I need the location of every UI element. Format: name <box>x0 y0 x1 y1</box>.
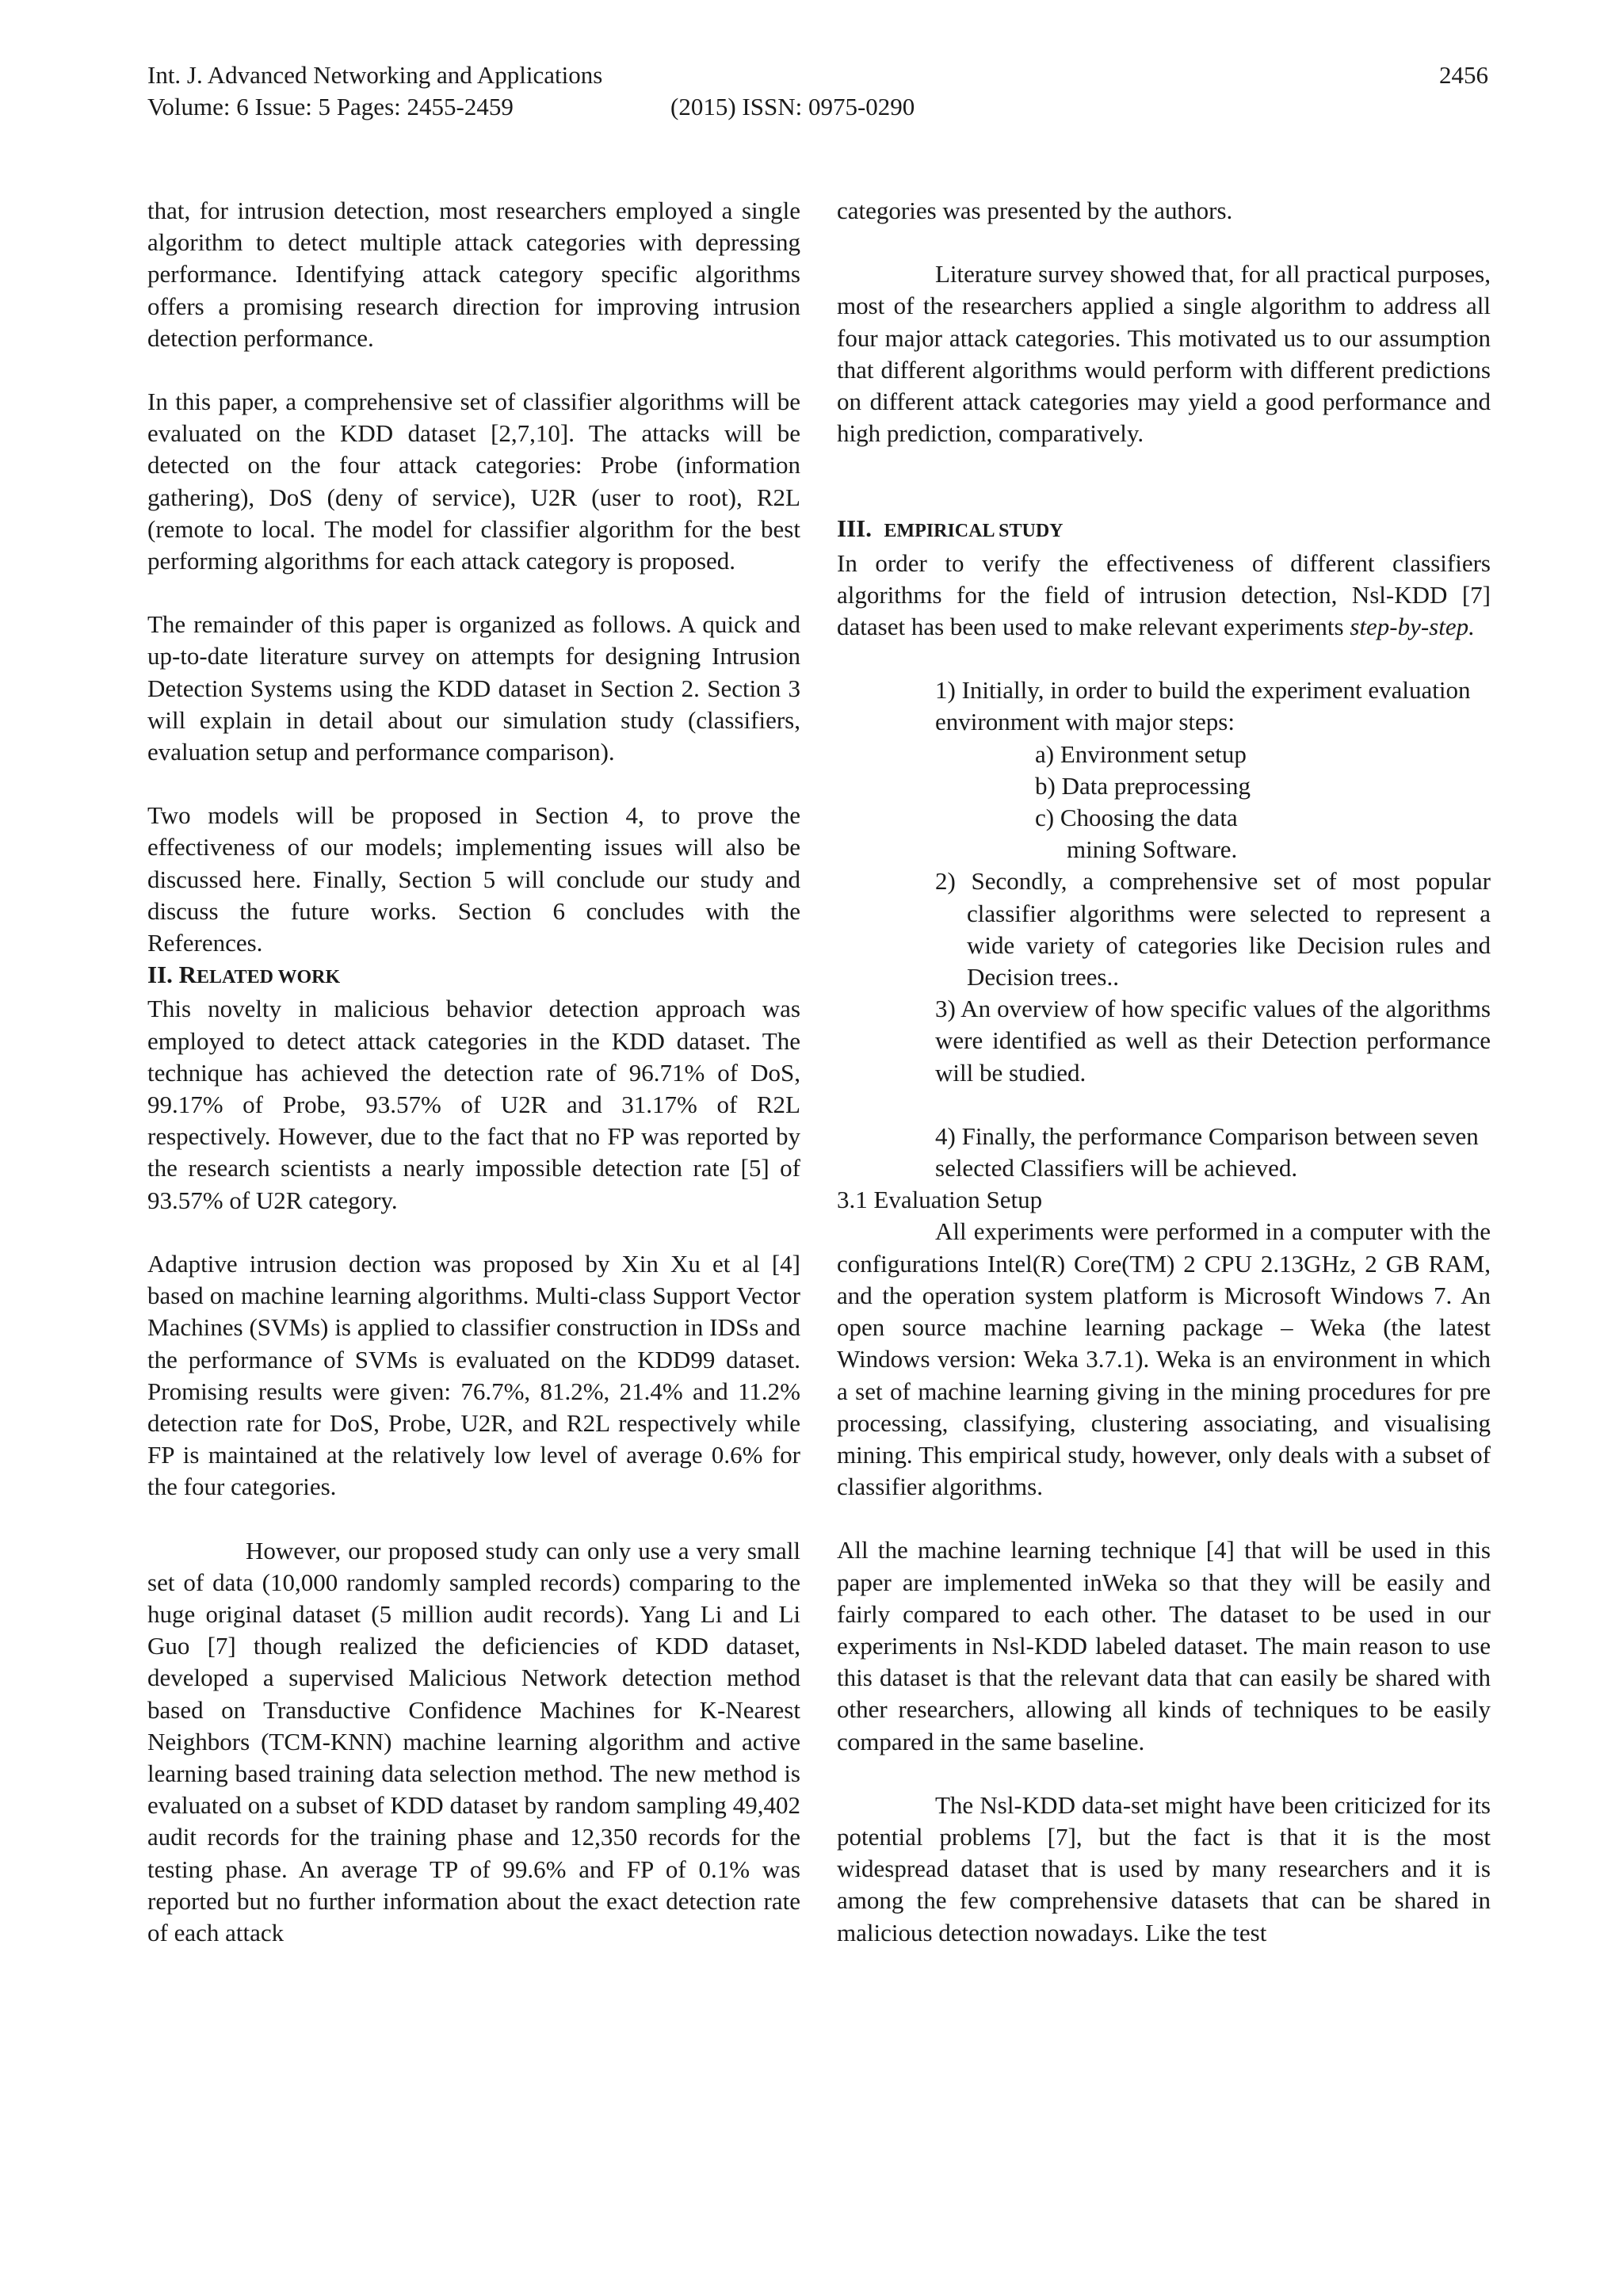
section-heading-related-work <box>147 959 800 993</box>
section-title-initial: R <box>178 961 197 989</box>
paragraph: The remainder of this paper is organized as follows. A quick and up-to-date literature survey on attempts for designing Intrusion Detection Systems using the KDD dataset in Section 2. Section 3 will explain in detail about our simulation study (classifiers, evaluation setup and performance comparison). <box>147 610 800 766</box>
paragraph: categories was presented by the authors. <box>837 197 1233 224</box>
paragraph: Two models will be proposed in Section 4, to prove the effectiveness of our models; implementing issues will also be discussed here. Finally, Section 5 will conclude our study and discuss the future works. Section 6 concludes with the References. <box>147 801 800 957</box>
list-item: 3) An overview of how specific values of the algorithms were identified as well as their Detection performance will be studied. <box>935 995 1491 1087</box>
paragraph: All the machine learning technique [4] that will be used in this paper are implemented inWeka so that they will be easily and fairly compared to each other. The dataset to be used in our experiments in Nsl-KDD labeled dataset. The main reason to use this dataset is that the relevant data that can easily be shared with other researchers, allowing all kinds of techniques to be easily compared in the same baseline. <box>837 1536 1491 1755</box>
list-subitem-continuation: mining Software. <box>1067 835 1238 864</box>
subsection-heading: 3.1 Evaluation Setup <box>837 1186 1043 1214</box>
paragraph: In this paper, a comprehensive set of classifier algorithms will be evaluated on the KDD dataset [2,7,10]. The attacks will be detected on the four attack categories: Probe (information gathering), DoS (deny of service), U2R (user to root), R2L (remote to local. The model for classifier algorithm for the best performing algorithms for each attack category is proposed. <box>147 388 800 575</box>
issn-info: (2015) ISSN: 0975-0290 <box>670 93 915 120</box>
left-column <box>147 195 800 1949</box>
paragraph-text: In order to verify the effectiveness of different classifiers algorithms for the field of intrusion detection, Nsl-KDD [7] dataset has been used to make relevant experiments <box>837 548 1491 641</box>
right-column <box>837 195 1491 1949</box>
section-heading-empirical-study <box>837 513 1491 547</box>
paragraph <box>837 548 1491 644</box>
page-number: 2456 <box>1439 61 1488 89</box>
list-item: 4) Finally, the performance Comparison between seven selected Classifiers will be achieved. <box>935 1121 1479 1182</box>
list-subitem: b) Data preprocessing <box>1035 771 1251 800</box>
list-subitem: a) Environment setup <box>1035 739 1247 768</box>
section-number: III. <box>837 514 872 543</box>
journal-title: Int. J. Advanced Networking and Applications <box>147 61 603 89</box>
section-title: EMPIRICAL STUDY <box>884 521 1064 542</box>
volume-info: Volume: 6 Issue: 5 Pages: 2455-2459 <box>147 93 514 120</box>
list-item: 2) Secondly, a comprehensive set of most popular classifier algorithms were selected to represent a wide variety of categories like Decision rules and Decision trees.. <box>935 867 1491 991</box>
paragraph: All experiments were performed in a computer with the configurations Intel(R) Core(TM) 2 CPU 2.13GHz, 2 GB RAM, and the operation system platform is Microsoft Windows 7. An open source machine learning package – Weka (the latest Windows version: Weka 3.7.1). Weka is an environment in which a set of machine learning giving in the mining procedures for pre processing, classifying, clustering associating, and visualising mining. This empirical study, however, only deals with a subset of classifier algorithms. <box>837 1217 1491 1501</box>
list-item: 1) Initially, in order to build the experiment evaluation environment with major steps: <box>935 676 1471 736</box>
list-subitem: c) Choosing the data <box>1035 804 1238 832</box>
paragraph: However, our proposed study can only use a very small set of data (10,000 randomly sampled records) comparing to the huge original dataset (5 million audit records). Yang Li and Li Guo [7] though realized the deficiencies of KDD dataset, developed a supervised Malicious Network detection method based on Transductive Confidence Machines for K-Nearest Neighbors (TCM-KNN) machine learning algorithm and active learning based training data selection method. The new method is evaluated on a subset of KDD dataset by random sampling 49,402 audit records for the training phase and 12,350 records for the testing phase. An average TP of 99.6% and FP of 0.1% was reported but no further information about the exact detection rate of each attack <box>147 1536 800 1946</box>
section-number: II. <box>147 961 173 989</box>
paragraph: Literature survey showed that, for all practical purposes, most of the researchers applied a single algorithm to address all four major attack categories. This motivated us to our assumption that different algorithms would perform with different predictions on different attack categories may yield a good performance and high prediction, comparatively. <box>837 260 1491 448</box>
emphasis-text: step-by-step. <box>1350 613 1475 641</box>
section-title: ELATED WORK <box>197 967 341 988</box>
paragraph: that, for intrusion detection, most researchers employed a single algorithm to detect multiple attack categories with depressing performance. Identifying attack category specific algorithms offers a promising research direction for improving intrusion detection performance. <box>147 197 800 352</box>
paragraph: The Nsl-KDD data-set might have been criticized for its potential problems [7], but the fact is that it is the most widespread dataset that is used by many researchers and it is among the few comprehensive datasets that can be shared in malicious detection nowadays. Like the test <box>837 1790 1491 1946</box>
paragraph: This novelty in malicious behavior detection approach was employed to detect attack categories in the KDD dataset. The technique has achieved the detection rate of 96.71% of DoS, 99.17% of Probe, 93.57% of U2R and 31.17% of R2L respectively. However, due to the fact that no FP was reported by the research scientists a nearly impossible detection rate [5] of 93.57% of U2R category. <box>147 995 800 1214</box>
paragraph: Adaptive intrusion dection was proposed by Xin Xu et al [4] based on machine learning algorithms. Multi-class Support Vector Machines (SVMs) is applied to classifier construction in IDSs and the performance of SVMs is evaluated on the KDD99 dataset. Promising results were given: 76.7%, 81.2%, 21.4% and 11.2% detection rate for DoS, Probe, U2R, and R2L respectively while FP is maintained at the relatively low level of average 0.6% for the four categories. <box>147 1249 800 1501</box>
